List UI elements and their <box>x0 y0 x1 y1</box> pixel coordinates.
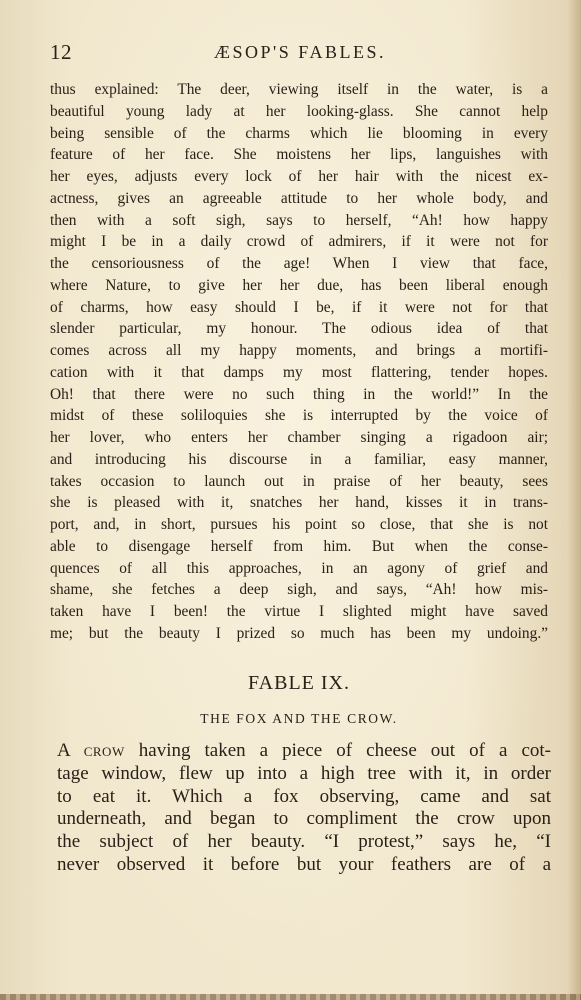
text-line: beautiful young lady at her looking-glass. She cannot help <box>50 102 548 120</box>
text-line: never observed it before but your feathers are of a <box>57 853 551 875</box>
fable-number-heading: FABLE IX. <box>248 672 350 694</box>
text-line: midst of these soliloquies she is interrupted by the voice of <box>50 407 548 425</box>
text-line: able to disengage herself from him. But when the conse- <box>50 537 548 555</box>
running-head <box>50 40 550 70</box>
text-line: the subject of her beauty. “I protest,” says he, “I <box>57 831 551 853</box>
text-line: quences of all this approaches, in an agony of grief and <box>50 559 548 577</box>
text-line: me; but the beauty I prized so much has been my undoing.” <box>50 624 548 642</box>
fable-title: THE FOX AND THE CROW. <box>200 711 398 726</box>
page-edge-shadow <box>567 0 581 1000</box>
text-line: being sensible of the charms which lie blooming in every <box>50 124 548 142</box>
fable-paragraph <box>57 740 551 877</box>
text-line: actness, gives an agreeable attitude to her whole body, and <box>50 189 548 207</box>
text-line: taken have I been! the virtue I slighted might have saved <box>50 603 548 620</box>
page-bottom-edge <box>0 994 581 1000</box>
text-line: comes across all my happy moments, and brings a mortifi- <box>50 342 548 359</box>
text-line: her lover, who enters her chamber singing a rigadoon air; <box>50 429 548 446</box>
text-line: port, and, in short, pursues his point so close, that she is not <box>50 516 548 533</box>
page-number: 12 <box>50 40 72 64</box>
text-line: to eat it. Which a fox observing, came and sat <box>57 785 551 807</box>
text-line: the censoriousness of the age! When I view that face, <box>50 255 548 272</box>
text-line: might I be in a daily crowd of admirers, if it were not for <box>50 233 548 251</box>
first-word: A <box>57 740 84 761</box>
text-line: Oh! that there were no such thing in the world!” In the <box>50 385 548 403</box>
text-line: takes occasion to launch out in praise of her beauty, sees <box>50 472 548 490</box>
text-line: tage window, flew up into a high tree with it, in order <box>57 762 551 784</box>
text-line: where Nature, to give her her due, has been liberal enough <box>50 276 548 294</box>
text-line: she is pleased with it, snatches her hand, kisses it in trans- <box>50 494 548 512</box>
text-line: slender particular, my honour. The odious idea of that <box>50 320 548 338</box>
first-line-rest: having taken a piece of cheese out of a cot- <box>124 740 551 761</box>
text-line: underneath, and began to compliment the crow upon <box>57 808 551 830</box>
running-title: ÆSOP'S FABLES. <box>214 42 386 62</box>
fable-first-line <box>57 740 551 763</box>
text-line: then with a soft sigh, says to herself, “Ah! how happy <box>50 211 548 229</box>
body-paragraph <box>50 79 548 645</box>
text-line: and introducing his discourse in a familiar, easy manner, <box>50 450 548 468</box>
first-word-smallcaps: crow <box>83 740 125 761</box>
text-line: her eyes, adjusts every lock of her hair with the nicest ex- <box>50 168 548 185</box>
text-line: shame, she fetches a deep sigh, and says, “Ah! how mis- <box>50 581 548 599</box>
text-line: thus explained: The deer, viewing itself in the water, is a <box>50 81 548 98</box>
text-line: cation with it that damps my most flattering, tender hopes. <box>50 363 548 381</box>
text-line: of charms, how easy should I be, if it were not for that <box>50 298 548 316</box>
text-line: feature of her face. She moistens her lips, languishes with <box>50 146 548 164</box>
